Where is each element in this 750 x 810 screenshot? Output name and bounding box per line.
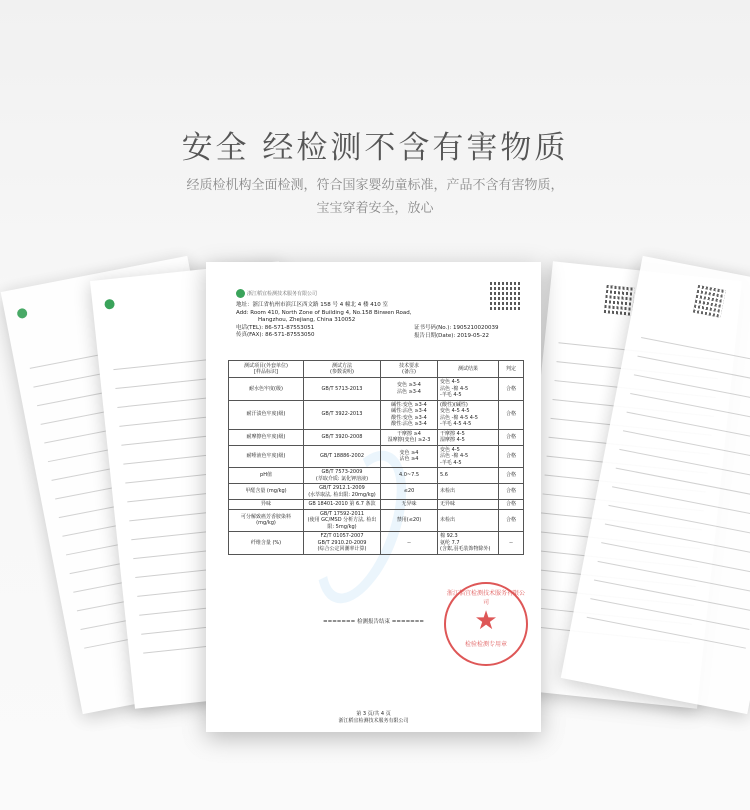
table-row bbox=[229, 400, 524, 429]
row-requirement: -- bbox=[381, 532, 438, 555]
address-cn: 地址：浙江省杭州市滨江区西文路 158 号 4 幢北 4 楼 410 室 bbox=[236, 302, 388, 308]
row-requirement: 变色 ≥3-4 沾色 ≥3-4 bbox=[381, 378, 438, 401]
row-method: GB/T 7573-2009 (萃取介质: 氯化钾溶液) bbox=[304, 468, 381, 484]
tel: 电话(TEL): 86-571-87553051 bbox=[236, 324, 315, 331]
row-requirement: 干摩擦 ≥4 湿摩擦(变色) ≥2-3 bbox=[381, 429, 438, 445]
row-requirement: 无异味 bbox=[381, 500, 438, 510]
row-verdict: 合格 bbox=[499, 509, 524, 532]
row-requirement: 4.0~7.5 bbox=[381, 468, 438, 484]
table-row bbox=[229, 378, 524, 401]
row-item: 耐汗渍色牢度(级) bbox=[229, 400, 304, 429]
row-item: 耐水色牢度(级) bbox=[229, 378, 304, 401]
fax: 传真(FAX): 86-571-87553050 bbox=[236, 332, 315, 338]
row-result: 未检出 bbox=[438, 484, 499, 500]
table-row bbox=[229, 429, 524, 445]
star-icon: ★ bbox=[474, 606, 498, 636]
row-item: 耐摩擦色牢度(级) bbox=[229, 429, 304, 445]
row-item: 耐唾液色牢度(级) bbox=[229, 445, 304, 468]
row-item: 纤维含量 (%) bbox=[229, 532, 304, 555]
qr-code-icon bbox=[490, 280, 520, 310]
main-test-report bbox=[206, 262, 541, 732]
row-requirement: 禁用(≤20) bbox=[381, 509, 438, 532]
row-requirement: 变色 ≥4 沾色 ≥4 bbox=[381, 445, 438, 468]
row-requirement: 碱性:变色 ≥3-4 碱性:沾色 ≥3-4 酸性:变色 ≥3-4 酸性:沾色 ≥3-4 bbox=[381, 400, 438, 429]
col-method: 测试方法 (参数说明) bbox=[304, 361, 381, 378]
row-result: 棉 92.3 氨纶 7.7 (含絮,羽毛装饰物除外) bbox=[438, 532, 499, 555]
row-method: GB 18401-2010 第 6.7 条款 bbox=[304, 500, 381, 510]
page-footer bbox=[206, 711, 541, 725]
qr-code-icon bbox=[604, 285, 635, 316]
seal-ring-text: 浙江稻宜检测技术服务有限公司 bbox=[446, 590, 525, 606]
col-requirement: 技术要求 (备注) bbox=[381, 361, 438, 378]
report-number: 证书号码(No.): 1905210020039 bbox=[414, 325, 499, 331]
footer-org: 浙江稻宜检测技术服务有限公司 bbox=[338, 718, 409, 724]
page-number: 第 3 页/共 4 页 bbox=[356, 711, 391, 717]
row-verdict: 合格 bbox=[499, 378, 524, 401]
test-results-table bbox=[228, 360, 524, 555]
qr-code-icon bbox=[693, 285, 726, 318]
row-requirement: ≤20 bbox=[381, 484, 438, 500]
row-verdict: 合格 bbox=[499, 429, 524, 445]
row-result: 无异味 bbox=[438, 500, 499, 510]
row-item: 可分解致癌芳香胺染料 (mg/kg) bbox=[229, 509, 304, 532]
row-method: GB/T 18886-2002 bbox=[304, 445, 381, 468]
col-result: 测试结果 bbox=[438, 361, 499, 378]
row-verdict: 合格 bbox=[499, 400, 524, 429]
report-meta bbox=[414, 324, 499, 340]
logo-icon bbox=[236, 289, 245, 298]
seal-label: 检验检测专用章 bbox=[464, 641, 507, 648]
row-result: 干摩擦 4-5 湿摩擦 4-5 bbox=[438, 429, 499, 445]
col-item: 测试项目(外套单位) [样品标识] bbox=[229, 361, 304, 378]
report-logo-icon bbox=[104, 298, 118, 309]
row-method: FZ/T 01057-2007 GB/T 2910.20-2009 (综合公定回潮率计算) bbox=[304, 532, 381, 555]
report-date: 报告日期(Date): 2019-05-22 bbox=[414, 333, 490, 339]
row-verdict: 合格 bbox=[499, 445, 524, 468]
report-end-note: ======= 检测报告结束 ======= bbox=[322, 619, 424, 625]
table-row bbox=[229, 532, 524, 555]
row-item: 异味 bbox=[229, 500, 304, 510]
table-row bbox=[229, 500, 524, 510]
row-verdict: -- bbox=[499, 532, 524, 555]
row-result: (酸性)(碱性) 变色 4-5 4-5 沾色 -棉 4-5 4-5 -羊毛 4-5 4-5 bbox=[438, 400, 499, 429]
table-row bbox=[229, 445, 524, 468]
table-row bbox=[229, 509, 524, 532]
row-item: 甲醛含量 (mg/kg) bbox=[229, 484, 304, 500]
table-header-row bbox=[229, 361, 524, 378]
official-seal bbox=[444, 582, 528, 666]
address-en-1: Add: Room 410, North Zone of Building 4, No.158 Binwen Road, bbox=[236, 309, 412, 316]
org-logo-text: 浙江稻宜检测技术服务有限公司 bbox=[247, 291, 318, 297]
address-en-2: Hangzhou, Zhejiang, China 310052 bbox=[258, 317, 356, 323]
row-result: 5.6 bbox=[438, 468, 499, 484]
address-block bbox=[236, 302, 411, 340]
row-item: pH值 bbox=[229, 468, 304, 484]
row-result: 变色 4-5 沾色 -棉 4-5 -羊毛 4-5 bbox=[438, 378, 499, 401]
row-method: GB/T 5713-2013 bbox=[304, 378, 381, 401]
col-verdict: 判定 bbox=[499, 361, 524, 378]
row-method: GB/T 2912.1-2009 (水萃取法, 检出限: 20mg/kg) bbox=[304, 484, 381, 500]
subtitle-line-2: 宝宝穿着安全，放心 bbox=[316, 201, 434, 216]
row-method: GB/T 17592-2011 (使用 GC/MSD 分析方法, 检出限: 5mg/kg) bbox=[304, 509, 381, 532]
row-method: GB/T 3922-2013 bbox=[304, 400, 381, 429]
report-logo-icon bbox=[16, 307, 31, 319]
row-verdict: 合格 bbox=[499, 484, 524, 500]
table-row bbox=[229, 468, 524, 484]
subtitle-line-1: 经质检机构全面检测，符合国家婴幼童标准，产品不含有害物质， bbox=[186, 178, 564, 193]
row-verdict: 合格 bbox=[499, 500, 524, 510]
row-result: 未检出 bbox=[438, 509, 499, 532]
row-result: 变色 4-5 沾色 -棉 4-5 -羊毛 4-5 bbox=[438, 445, 499, 468]
page-heading: 安全 经检测不含有害物质 bbox=[181, 130, 569, 166]
table-row bbox=[229, 484, 524, 500]
row-method: GB/T 3920-2008 bbox=[304, 429, 381, 445]
row-verdict: 合格 bbox=[499, 468, 524, 484]
report-org-logo bbox=[236, 289, 317, 298]
